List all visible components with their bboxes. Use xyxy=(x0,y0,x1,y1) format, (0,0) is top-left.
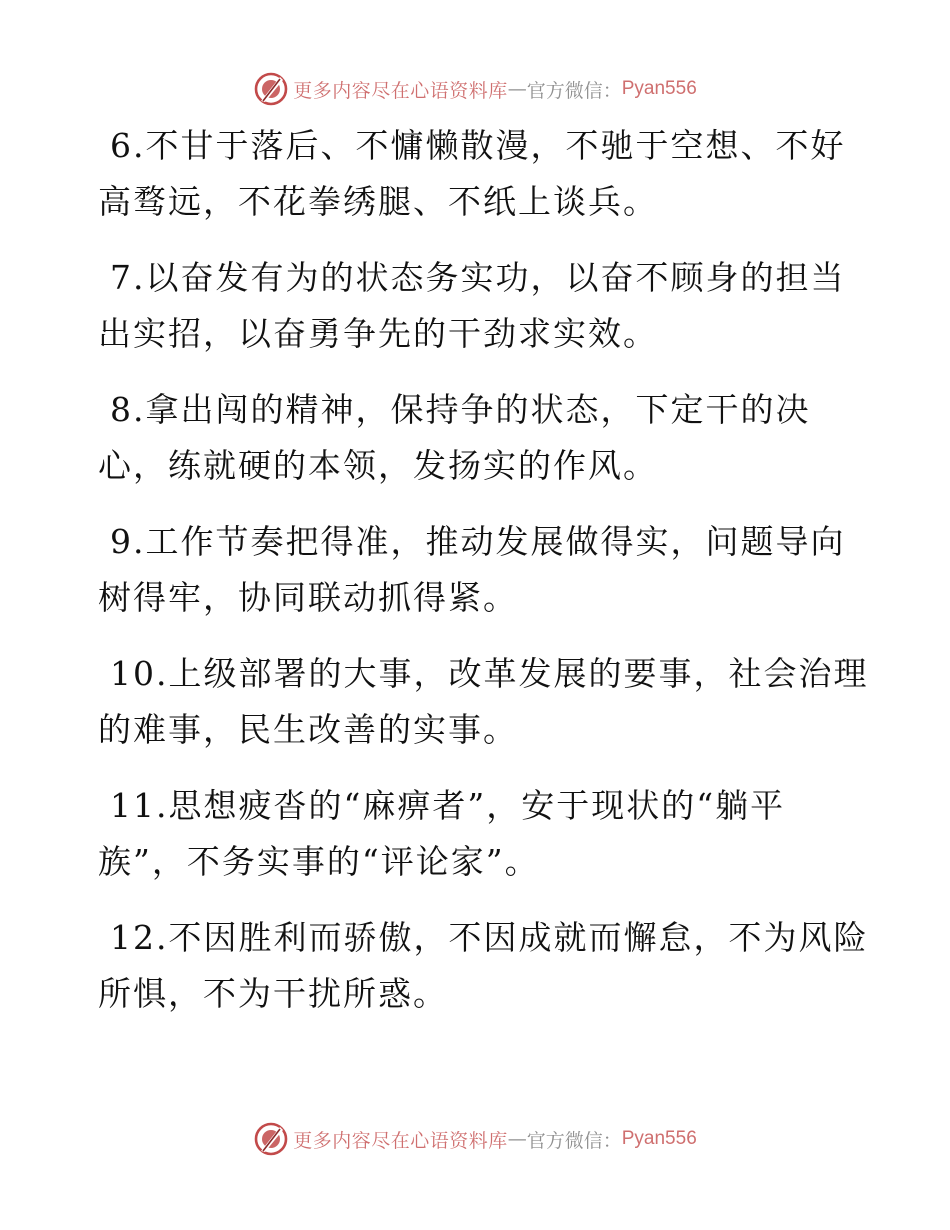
banner-separator: — xyxy=(507,1128,527,1150)
list-item-line: 8.拿出闯的精神，保持争的状态，下定干的决 xyxy=(110,390,811,429)
list-item-line: 7.以奋发有为的状态务实功，以奋不顾身的担当 xyxy=(110,258,846,297)
list-item-line: 6.不甘于落后、不慵懒散漫，不驰于空想、不好 xyxy=(110,126,846,165)
list-item xyxy=(98,118,858,230)
list-item xyxy=(98,910,869,1022)
banner-separator: — xyxy=(507,78,527,100)
footer-banner xyxy=(0,1117,950,1161)
list-item-line: 出实招，以奋勇争先的干劲求实效。 xyxy=(98,314,658,353)
banner-wechat-label: 官方微信： xyxy=(526,79,622,102)
list-item xyxy=(98,382,858,494)
list-item xyxy=(98,778,858,890)
list-item-line: 10.上级部署的大事，改革发展的要事，社会治理 xyxy=(110,654,869,693)
list-item-line: 所惧，不为干扰所惑。 xyxy=(98,974,448,1013)
banner-wechat-id: Pyan556 xyxy=(621,1128,697,1149)
list-item-line: 12.不因胜利而骄傲，不因成就而懈怠，不为风险 xyxy=(110,918,869,957)
list-item-line: 高骛远，不花拳绣腿、不纸上谈兵。 xyxy=(98,182,658,221)
header-banner xyxy=(0,67,950,111)
list-item-line: 的难事，民生改善的实事。 xyxy=(98,710,518,749)
list-item xyxy=(98,250,858,362)
banner-wechat-label: 官方微信： xyxy=(526,1129,622,1152)
list-item-line: 9.工作节奏把得准，推动发展做得实，问题导向 xyxy=(110,522,846,561)
banner-text: 更多内容尽在心语资料库 xyxy=(293,79,508,102)
list-item-line: 族”，不务实事的“评论家”。 xyxy=(98,842,540,881)
list-item-line: 树得牢，协同联动抓得紧。 xyxy=(98,578,518,617)
banner-wechat-id: Pyan556 xyxy=(621,78,697,99)
banner-text: 更多内容尽在心语资料库 xyxy=(293,1129,508,1152)
list-item-line: 11.思想疲沓的“麻痹者”，安于现状的“躺平 xyxy=(110,786,786,825)
list-item-line: 心，练就硬的本领，发扬实的作风。 xyxy=(98,446,658,485)
quill-pen-logo-icon xyxy=(253,71,289,107)
list-item xyxy=(98,514,858,626)
quill-pen-logo-icon xyxy=(253,1121,289,1157)
list-item xyxy=(98,646,869,758)
document-body xyxy=(98,118,869,1042)
